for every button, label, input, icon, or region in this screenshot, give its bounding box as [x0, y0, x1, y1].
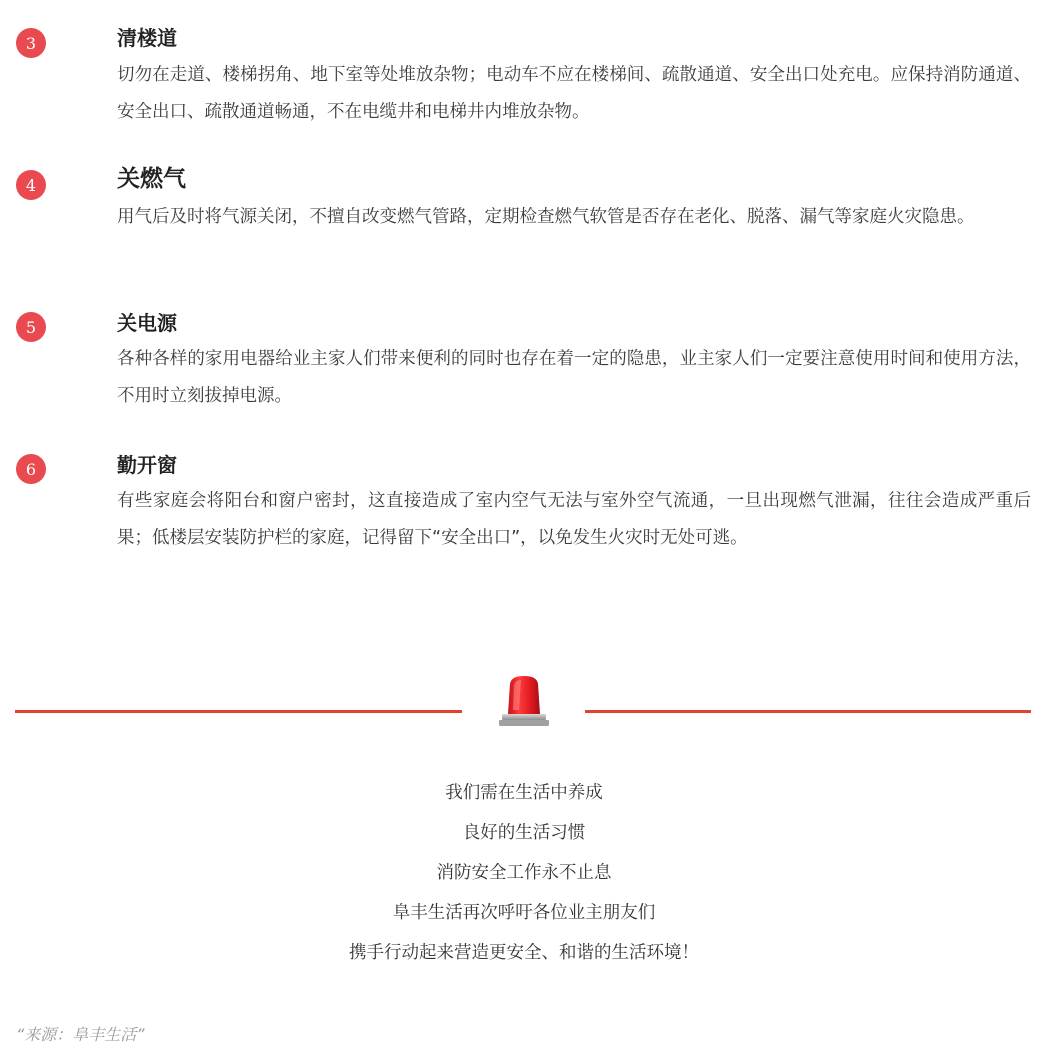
closing-message [0, 773, 1048, 973]
source-note: “来源：阜丰生活” [16, 1025, 145, 1044]
number-badge: 5 [16, 312, 46, 342]
tip-body: 有些家庭会将阳台和窗户密封，这直接造成了室内空气无法与室外空气流通，一旦出现燃气泄漏，往往会造成严重后果；低楼层安装防护栏的家庭，记得留下“安全出口”，以免发生火灾时无处可逃。 [117, 491, 1031, 548]
tip-title: 关电源 [117, 311, 177, 335]
closing-line: 我们需在生活中养成 [445, 783, 603, 803]
divider-line-left [15, 710, 462, 713]
closing-line: 阜丰生活再次呼吁各位业主朋友们 [392, 903, 656, 923]
tip-body: 各种各样的家用电器给业主家人们带来便利的同时也存在着一定的隐患，业主家人们一定要注意使用时间和使用方法，不用时立刻拔掉电源。 [117, 349, 1031, 406]
tip-title: 关燃气 [117, 166, 186, 192]
number-badge: 4 [16, 170, 46, 200]
closing-line: 消防安全工作永不止息 [436, 863, 612, 883]
tip-title: 勤开窗 [117, 453, 177, 477]
siren-icon [494, 672, 554, 730]
number-badge: 3 [16, 28, 46, 58]
tip-title: 清楼道 [117, 26, 177, 50]
tip-body: 用气后及时将气源关闭，不擅自改变燃气管路，定期检查燃气软管是否存在老化、脱落、漏气等家庭火灾隐患。 [117, 207, 975, 227]
tip-body: 切勿在走道、楼梯拐角、地下室等处堆放杂物；电动车不应在楼梯间、疏散通道、安全出口处充电。应保持消防通道、安全出口、疏散通道畅通，不在电缆井和电梯井内堆放杂物。 [117, 65, 1031, 122]
closing-line: 携手行动起来营造更安全、和谐的生活环境！ [349, 943, 699, 963]
divider-line-right [585, 710, 1031, 713]
closing-line: 良好的生活习惯 [462, 823, 586, 843]
number-badge: 6 [16, 454, 46, 484]
